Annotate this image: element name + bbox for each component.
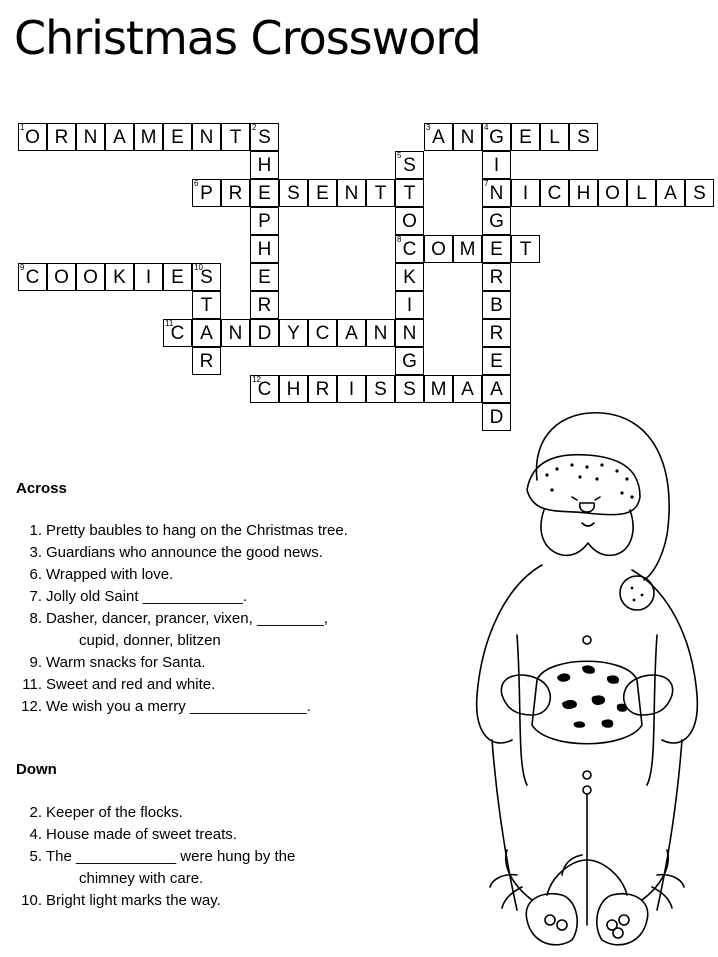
across-clue xyxy=(16,652,416,674)
grid-cell xyxy=(511,123,540,151)
grid-cell xyxy=(627,179,656,207)
cell-letter: I xyxy=(522,183,529,204)
coat-button xyxy=(583,636,591,644)
clue-text: Guardians who announce the good news. xyxy=(46,544,323,561)
grid-cell xyxy=(482,151,511,179)
grid-cell xyxy=(395,375,424,403)
grid-cell xyxy=(366,375,395,403)
grid-cell xyxy=(337,319,366,347)
cell-letter: S xyxy=(258,127,271,148)
santa-beard xyxy=(541,510,633,555)
cell-letter: S xyxy=(374,379,387,400)
grid-cell xyxy=(47,123,76,151)
grid-cell xyxy=(105,263,134,291)
cell-letter: G xyxy=(489,211,504,232)
grid-cell xyxy=(424,123,453,151)
grid-cell xyxy=(250,235,279,263)
grid-cell xyxy=(482,347,511,375)
cell-letter: E xyxy=(171,267,184,288)
cell-letter: L xyxy=(636,183,647,204)
grid-cell xyxy=(192,347,221,375)
cell-letter: Y xyxy=(287,323,300,344)
down-clue xyxy=(16,802,416,824)
cell-letter: S xyxy=(693,183,706,204)
down-clue xyxy=(16,868,416,890)
grid-cell xyxy=(395,319,424,347)
cell-letter: G xyxy=(402,351,417,372)
grid-cell xyxy=(453,123,482,151)
cell-letter: A xyxy=(432,127,445,148)
cell-letter: N xyxy=(228,323,243,344)
grid-cell xyxy=(482,179,511,207)
clue-num: 7. xyxy=(29,588,42,605)
grid-cell xyxy=(308,179,337,207)
cell-letter: A xyxy=(664,183,677,204)
cookies xyxy=(557,665,627,727)
clue-text: We wish you a merry ______________. xyxy=(46,698,311,715)
cell-letter: N xyxy=(83,127,98,148)
cell-letter: E xyxy=(171,127,184,148)
grid-cell xyxy=(250,123,279,151)
clue-num: 10. xyxy=(21,892,42,909)
grid-cell xyxy=(105,123,134,151)
down-clue xyxy=(16,890,416,912)
grid-cell xyxy=(424,375,453,403)
across-clue xyxy=(16,696,416,718)
cell-letter: N xyxy=(402,323,417,344)
santa-illustration xyxy=(462,405,712,950)
grid-cell xyxy=(250,319,279,347)
grid-cell xyxy=(308,319,337,347)
cell-letter: S xyxy=(403,379,416,400)
cell-letter: P xyxy=(258,211,271,232)
cell-letter: A xyxy=(113,127,126,148)
grid-cell xyxy=(221,123,250,151)
clue-text: The ____________ were hung by the xyxy=(46,848,296,865)
cell-letter: E xyxy=(258,183,271,204)
grid-cell xyxy=(482,123,511,151)
cell-letter: S xyxy=(200,267,213,288)
cell-letter: C xyxy=(170,323,185,344)
grid-cell xyxy=(482,375,511,403)
grid-cell xyxy=(250,291,279,319)
grid-cell xyxy=(482,291,511,319)
clue-text: Sweet and red and white. xyxy=(46,676,216,693)
clue-text: Jolly old Saint ____________. xyxy=(46,588,247,605)
grid-cell xyxy=(308,375,337,403)
clue-number: 1 xyxy=(20,123,25,132)
cell-letter: N xyxy=(460,127,475,148)
grid-cell xyxy=(18,123,47,151)
clue-text: Dasher, dancer, prancer, vixen, ________, xyxy=(46,610,328,627)
cell-letter: E xyxy=(316,183,329,204)
across-heading: Across xyxy=(16,480,67,497)
cell-letter: A xyxy=(461,379,474,400)
clue-num: 4. xyxy=(29,826,42,843)
grid-cell xyxy=(76,263,105,291)
grid-cell xyxy=(76,123,105,151)
grid-cell xyxy=(482,263,511,291)
cell-letter: D xyxy=(257,323,272,344)
cell-letter: G xyxy=(489,127,504,148)
grid-cell xyxy=(221,179,250,207)
clue-number: 2 xyxy=(252,123,257,132)
grid-cell xyxy=(18,263,47,291)
grid-cell xyxy=(395,179,424,207)
grid-cell xyxy=(395,151,424,179)
clue-text: Wrapped with love. xyxy=(46,566,174,583)
right-slipper xyxy=(597,894,648,945)
grid-cell xyxy=(453,235,482,263)
cell-letter: O xyxy=(25,127,40,148)
grid-cell xyxy=(540,179,569,207)
grid-cell xyxy=(569,179,598,207)
santa-nose xyxy=(580,503,595,512)
cell-letter: E xyxy=(519,127,532,148)
left-slipper xyxy=(526,894,577,945)
clue-number: 8 xyxy=(397,235,402,244)
grid-cell xyxy=(192,263,221,291)
cell-letter: H xyxy=(576,183,591,204)
clue-number: 6 xyxy=(194,179,199,188)
grid-cell xyxy=(279,179,308,207)
clue-number: 9 xyxy=(20,263,25,272)
grid-cell xyxy=(511,179,540,207)
cell-letter: S xyxy=(287,183,300,204)
clue-text: Warm snacks for Santa. xyxy=(46,654,206,671)
grid-cell xyxy=(163,319,192,347)
down-heading: Down xyxy=(16,761,57,778)
clue-num: 12. xyxy=(21,698,42,715)
grid-cell xyxy=(482,235,511,263)
santa-coat xyxy=(517,635,657,785)
grid-cell xyxy=(395,291,424,319)
cell-letter: R xyxy=(315,379,330,400)
grid-cell xyxy=(482,319,511,347)
grid-cell xyxy=(569,123,598,151)
cell-letter: R xyxy=(54,127,69,148)
clue-num: 1. xyxy=(29,522,42,539)
left-mitten xyxy=(501,675,550,715)
clue-number: 5 xyxy=(397,151,402,160)
across-clue xyxy=(16,564,416,586)
cell-letter: S xyxy=(577,127,590,148)
santa-hat-brim xyxy=(527,455,640,515)
grid-cell xyxy=(685,179,714,207)
grid-cell xyxy=(250,151,279,179)
grid-cell xyxy=(511,235,540,263)
grid-cell xyxy=(47,263,76,291)
cell-letter: P xyxy=(200,183,213,204)
cell-letter: T xyxy=(200,295,213,316)
cell-letter: H xyxy=(257,239,272,260)
clue-num: 6. xyxy=(29,566,42,583)
grid-cell xyxy=(598,179,627,207)
cell-letter: E xyxy=(490,351,503,372)
across-clue-list xyxy=(16,520,416,718)
clue-num: 2. xyxy=(29,804,42,821)
cell-letter: C xyxy=(402,239,417,260)
cell-letter: M xyxy=(430,379,447,400)
grid-cell xyxy=(453,375,482,403)
cell-letter: D xyxy=(489,407,504,428)
grid-cell xyxy=(192,291,221,319)
grid-cell xyxy=(250,207,279,235)
cell-letter: C xyxy=(315,323,330,344)
across-clue xyxy=(16,674,416,696)
clue-text: House made of sweet treats. xyxy=(46,826,237,843)
cell-letter: O xyxy=(605,183,620,204)
cell-letter: N xyxy=(373,323,388,344)
across-clue xyxy=(16,542,416,564)
cell-letter: T xyxy=(374,183,387,204)
right-antler xyxy=(587,850,684,908)
down-clue xyxy=(16,846,416,868)
grid-cell xyxy=(395,207,424,235)
cell-letter: K xyxy=(113,267,126,288)
clue-number: 4 xyxy=(484,123,489,132)
clue-text: Keeper of the flocks. xyxy=(46,804,183,821)
cell-letter: M xyxy=(459,239,476,260)
cell-letter: N xyxy=(199,127,214,148)
across-clue xyxy=(16,608,416,630)
clue-text: cupid, donner, blitzen xyxy=(79,632,221,649)
cell-letter: R xyxy=(489,267,504,288)
cell-letter: E xyxy=(258,267,271,288)
cell-letter: T xyxy=(519,239,532,260)
cell-letter: L xyxy=(549,127,560,148)
grid-cell xyxy=(337,375,366,403)
grid-cell xyxy=(192,179,221,207)
cell-letter: R xyxy=(489,323,504,344)
cell-letter: N xyxy=(344,183,359,204)
cell-letter: A xyxy=(200,323,213,344)
across-clue xyxy=(16,630,416,652)
grid-cell xyxy=(250,263,279,291)
clue-number: 3 xyxy=(426,123,431,132)
grid-cell xyxy=(163,263,192,291)
cell-letter: O xyxy=(402,211,417,232)
grid-cell xyxy=(134,263,163,291)
page-title: Christmas Crossword xyxy=(14,11,481,65)
clue-number: 7 xyxy=(484,179,489,188)
grid-cell xyxy=(395,263,424,291)
grid-cell xyxy=(221,319,250,347)
cell-letter: I xyxy=(493,155,500,176)
santa-mouth xyxy=(582,523,594,526)
grid-cell xyxy=(540,123,569,151)
cell-letter: E xyxy=(490,239,503,260)
grid-cell xyxy=(192,123,221,151)
grid-cell xyxy=(366,179,395,207)
clue-num: 8. xyxy=(29,610,42,627)
cell-letter: A xyxy=(345,323,358,344)
cell-letter: C xyxy=(547,183,562,204)
clue-number: 11 xyxy=(165,319,174,328)
cell-letter: I xyxy=(406,295,413,316)
grid-cell xyxy=(337,179,366,207)
cell-letter: H xyxy=(286,379,301,400)
cell-letter: A xyxy=(490,379,503,400)
grid-cell xyxy=(250,375,279,403)
cell-letter: K xyxy=(403,267,416,288)
cell-letter: S xyxy=(403,155,416,176)
down-clue xyxy=(16,824,416,846)
down-clue-list xyxy=(16,802,416,912)
cell-letter: R xyxy=(257,295,272,316)
cell-letter: C xyxy=(257,379,272,400)
clue-text: Bright light marks the way. xyxy=(46,892,221,909)
cell-letter: N xyxy=(489,183,504,204)
grid-cell xyxy=(163,123,192,151)
grid-cell xyxy=(279,375,308,403)
grid-cell xyxy=(279,319,308,347)
clue-num: 9. xyxy=(29,654,42,671)
clue-text: Pretty baubles to hang on the Christmas tree. xyxy=(46,522,348,539)
cell-letter: O xyxy=(83,267,98,288)
clue-num: 5. xyxy=(29,848,42,865)
cell-letter: I xyxy=(145,267,152,288)
clue-num: 3. xyxy=(29,544,42,561)
clue-text: chimney with care. xyxy=(79,870,204,887)
grid-cell xyxy=(482,207,511,235)
left-antler xyxy=(490,850,587,908)
grid-cell xyxy=(134,123,163,151)
cell-letter: T xyxy=(403,183,416,204)
cell-letter: B xyxy=(490,295,503,316)
clue-num: 11. xyxy=(22,676,42,693)
hat-pompom xyxy=(620,576,654,610)
right-mitten xyxy=(624,675,673,715)
cell-letter: M xyxy=(140,127,157,148)
cell-letter: O xyxy=(431,239,446,260)
grid-cell xyxy=(395,347,424,375)
cell-letter: I xyxy=(348,379,355,400)
cookie-plate xyxy=(532,661,642,744)
grid-cell xyxy=(250,179,279,207)
cell-letter: R xyxy=(228,183,243,204)
grid-cell xyxy=(424,235,453,263)
hat-brim-dots xyxy=(545,463,633,498)
grid-cell xyxy=(192,319,221,347)
grid-cell xyxy=(366,319,395,347)
grid-cell xyxy=(395,235,424,263)
across-clue xyxy=(16,520,416,542)
cell-letter: H xyxy=(257,155,272,176)
clue-number: 12 xyxy=(252,375,261,384)
across-clue xyxy=(16,586,416,608)
grid-cell xyxy=(656,179,685,207)
cell-letter: R xyxy=(199,351,214,372)
clue-number: 10 xyxy=(194,263,203,272)
cell-letter: O xyxy=(54,267,69,288)
cell-letter: T xyxy=(229,127,242,148)
cell-letter: C xyxy=(25,267,40,288)
